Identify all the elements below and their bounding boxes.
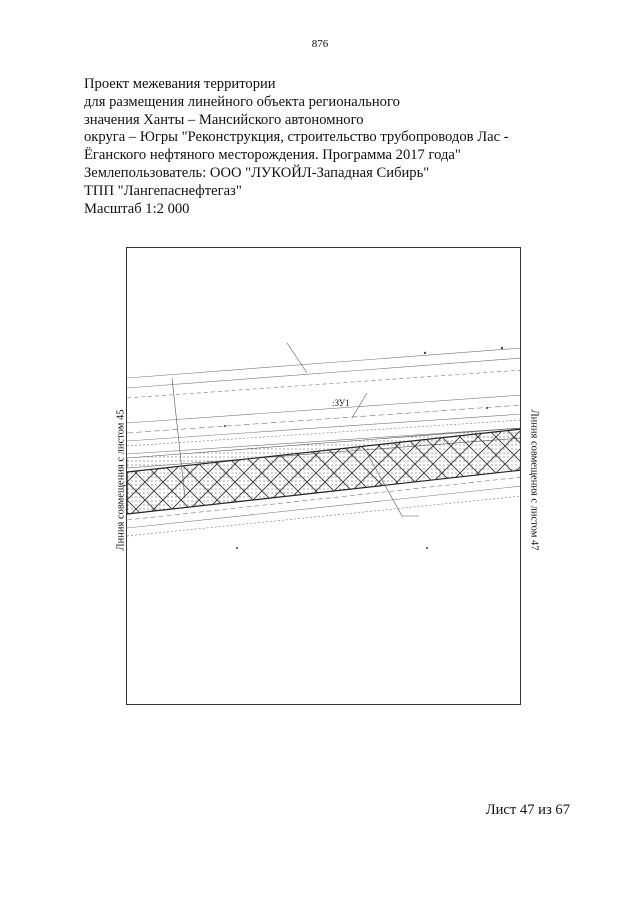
heading-line: для размещения линейного объекта регионального [84, 93, 400, 110]
heading-line: Проект межевания территории [84, 76, 276, 92]
survey-map [126, 247, 521, 705]
heading-line: Землепользователь: ООО "ЛУКОЙЛ-Западная Сибирь" [84, 164, 430, 181]
document-heading [84, 76, 604, 218]
heading-line: Ёганского нефтяного месторождения. Программа 2017 года" [84, 147, 461, 164]
map-drawing [127, 248, 521, 705]
left-match-line-label: Линия совмещения с листом 45 [115, 409, 127, 551]
heading-line scale-label: Масштаб 1:2 000 [84, 200, 190, 217]
page-number: 876 [311, 38, 329, 50]
heading-line: значения Ханты – Мансийского автономного [84, 111, 364, 128]
sheet-number: Лист 47 из 67 [485, 802, 570, 818]
parcel-label: :ЗУ1 [332, 398, 350, 408]
heading-line: округа – Югры "Реконструкция, строительство трубопроводов Лас - [84, 129, 509, 146]
heading-line: ТПП "Лангепаснефтегаз" [84, 182, 242, 199]
right-match-line-label: Линия совмещения с листом 47 [528, 409, 540, 551]
